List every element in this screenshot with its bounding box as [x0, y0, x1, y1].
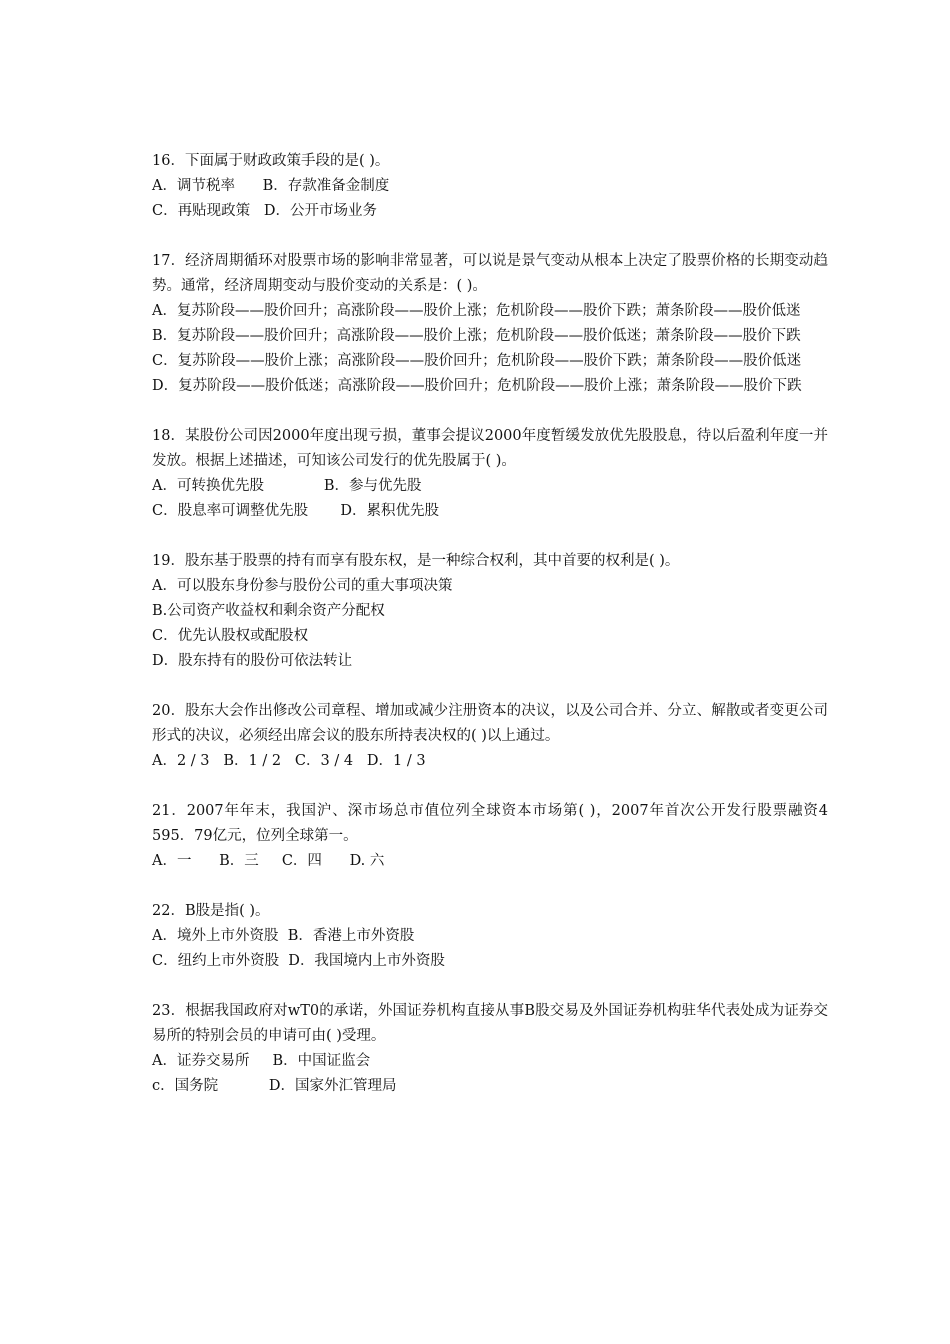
question-stem: 19．股东基于股票的持有而享有股东权，是一种综合权利，其中首要的权利是( )。: [152, 553, 680, 569]
question-19: [152, 549, 828, 674]
question-stem: 22．B股是指( )。: [152, 903, 270, 919]
option-line: A．可转换优先股 B．参与优先股: [152, 478, 422, 494]
question-stem: 20．股东大会作出修改公司章程、增加或减少注册资本的决议，以及公司合并、分立、解散或者变更公司形式的决议，必须经出席会议的股东所持表决权的( )以上通过。: [152, 703, 828, 744]
option-line: C．再贴现政策 D．公开市场业务: [152, 203, 378, 219]
option-a: A．可以股东身份参与股份公司的重大事项决策: [152, 578, 453, 594]
question-stem: 23．根据我国政府对wT0的承诺，外国证券机构直接从事B股交易及外国证券机构驻华代表处成为证券交易所的特别会员的申请可由( )受理。: [152, 1003, 828, 1044]
question-16: [152, 149, 828, 224]
question-stem: 21．2007年年末，我国沪、深市场总市值位列全球资本市场第( )，2007年首次公开发行股票融资4 595．79亿元，位列全球第一。: [152, 803, 828, 844]
question-list: [152, 149, 828, 1124]
question-21: [152, 799, 828, 874]
option-line: c．国务院 D．国家外汇管理局: [152, 1078, 397, 1094]
question-stem: 16．下面属于财政政策手段的是( )。: [152, 153, 390, 169]
question-20: [152, 699, 828, 774]
question-17: [152, 249, 828, 399]
option-d: D．复苏阶段——股价低迷；高涨阶段——股价回升；危机阶段——股价上涨；萧条阶段——股价下跌: [152, 378, 802, 394]
option-b: B.公司资产收益权和剩余资产分配权: [152, 603, 385, 619]
option-d: D．股东持有的股份可依法转让: [152, 653, 353, 669]
question-stem: 17．经济周期循环对股票市场的影响非常显著，可以说是景气变动从根本上决定了股票价格的长期变动趋势。通常，经济周期变动与股价变动的关系是：( )。: [152, 253, 828, 294]
option-c: C．优先认股权或配股权: [152, 628, 309, 644]
question-18: [152, 424, 828, 524]
option-line: A．一 B．三 C．四 D. 六: [152, 853, 385, 869]
option-line: C．纽约上市外资股 D．我国境内上市外资股: [152, 953, 445, 969]
question-22: [152, 899, 828, 974]
option-line: A．2 / 3 B．1 / 2 C．3 / 4 D．1 / 3: [152, 753, 426, 769]
question-23: [152, 999, 828, 1099]
option-line: A．调节税率 B．存款准备金制度: [152, 178, 390, 194]
option-b: B．复苏阶段——股价回升；高涨阶段——股价上涨；危机阶段——股价低迷；萧条阶段——股价下跌: [152, 328, 801, 344]
option-line: A．证券交易所 B．中国证监会: [152, 1053, 371, 1069]
option-c: C．复苏阶段——股价上涨；高涨阶段——股价回升；危机阶段——股价下跌；萧条阶段——股价低迷: [152, 353, 802, 369]
option-line: C．股息率可调整优先股 D．累积优先股: [152, 503, 439, 519]
option-line: A．境外上市外资股 B．香港上市外资股: [152, 928, 415, 944]
option-a: A．复苏阶段——股价回升；高涨阶段——股价上涨；危机阶段——股价下跌；萧条阶段——股价低迷: [152, 303, 801, 319]
question-stem: 18．某股份公司因2000年度出现亏损，董事会提议2000年度暂缓发放优先股股息，待以后盈利年度一并发放。根据上述描述，可知该公司发行的优先股属于( )。: [152, 428, 828, 469]
